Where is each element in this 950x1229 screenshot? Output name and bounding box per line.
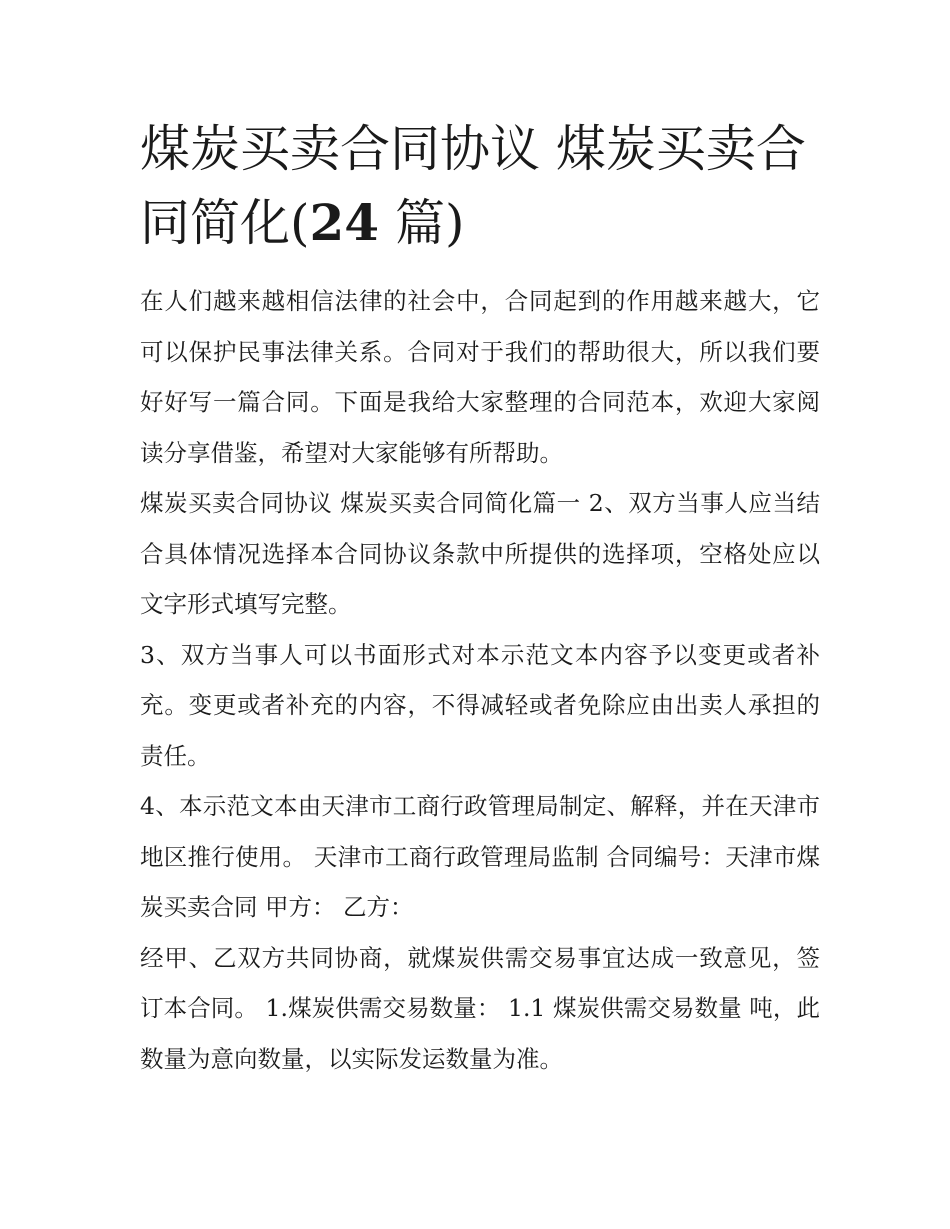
document-page [140, 112, 820, 1084]
paragraph-clause-3: 3、双方当事人可以书面形式对本示范文本内容予以变更或者补充。变更或者补充的内容，不得减轻或者免除应由出卖人承担的责任。 [140, 640, 820, 770]
title-main: 煤炭买卖合同协议 煤炭买卖合同简化( [140, 120, 806, 252]
title-count: 24 [309, 193, 380, 252]
paragraph-intro: 在人们越来越相信法律的社会中，合同起到的作用越来越大，它可以保护民事法律关系。合同对于我们的帮助很大，所以我们要好好写一篇合同。下面是我给大家整理的合同范本，欢迎大家阅读分享借鉴，希望对大家能够有所帮助。 [140, 287, 820, 467]
document-title [140, 112, 820, 260]
title-tail: 篇) [379, 194, 465, 252]
paragraph-clause-2: 煤炭买卖合同协议 煤炭买卖合同简化篇一 2、双方当事人应当结合具体情况选择本合同协议条款中所提供的选择项，空格处应以文字形式填写完整。 [140, 489, 820, 618]
paragraph-clause-4: 4、本示范文本由天津市工商行政管理局制定、解释，并在天津市地区推行使用。 天津市工商行政管理局监制 合同编号：天津市煤炭买卖合同 甲方： 乙方： [140, 792, 820, 921]
paragraph-agreement: 经甲、乙双方共同协商，就煤炭供需交易事宜达成一致意见，签订本合同。 1.煤炭供需交易数量： 1.1 煤炭供需交易数量 吨，此数量为意向数量，以实际发运数量为准。 [140, 943, 820, 1073]
